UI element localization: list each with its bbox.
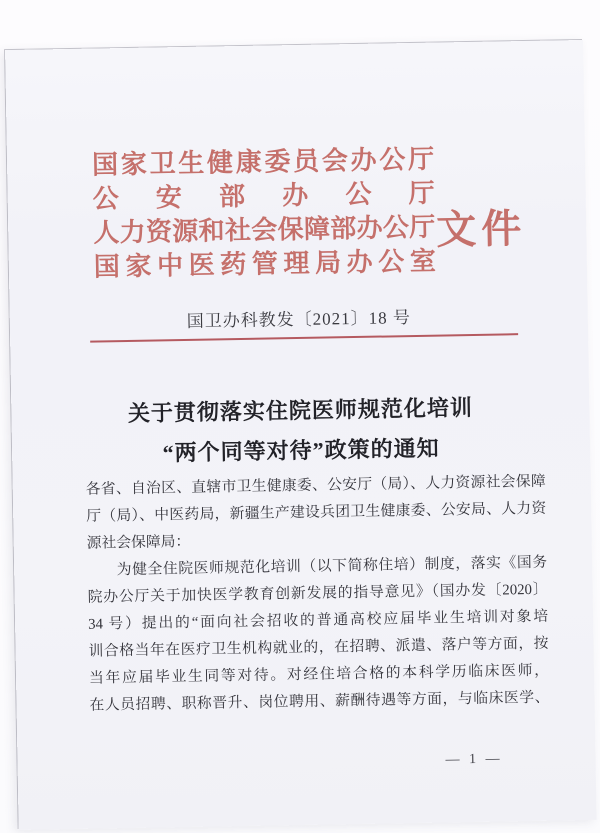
agency-line-2: 公安部办公厅 [92, 178, 435, 214]
letterhead [92, 143, 436, 285]
document-type-label: 文件 [435, 206, 527, 253]
page-number: — 1 — [445, 751, 503, 768]
agency-line-1: 国家卫生健康委员会办公厅 [91, 144, 435, 180]
agency-line-4: 国家中医药管理局办公室 [93, 246, 437, 282]
document-page [5, 40, 597, 830]
body-line: 在人员招聘、职称晋升、岗位聘用、薪酬待遇等方面，与临床医学、 [89, 689, 550, 714]
document-number: 国卫办科教发〔2021〕18 号 [186, 308, 412, 331]
body-line: 34 号）提出的“面向社会招收的普通高校应届毕业生培训对象培 [87, 608, 549, 633]
title-line-1: 关于贯彻落实住院医师规范化培训 [127, 394, 474, 426]
recipients-line: 源社会保障局： [86, 533, 191, 552]
body-line: 为健全住院医师规范化培训（以下简称住培）制度，落实《国务 [116, 554, 548, 579]
recipients-line: 各省、自治区、直辖市卫生健康委、公安厅（局）、人力资源社会保障 [85, 473, 546, 498]
body-line: 院办公厅关于加快医学教育创新发展的指导意见》（国办发〔2020〕 [87, 581, 548, 606]
document-title [11, 386, 590, 476]
recipients-line: 厅（局）、中医药局，新疆生产建设兵团卫生健康委、公安局、人力资 [86, 500, 547, 525]
title-line-2: “两个同等对待”政策的通知 [162, 435, 440, 466]
document-body [86, 469, 550, 720]
body-line: 训合格当年在医疗卫生机构就业的，在招聘、派遣、落户等方面，按 [88, 635, 549, 660]
body-line: 当年应届毕业生同等对待。对经住培合格的本科学历临床医师， [88, 662, 550, 687]
red-separator-line [90, 333, 518, 342]
agency-line-3: 人力资源和社会保障部办公厅 [93, 212, 436, 248]
